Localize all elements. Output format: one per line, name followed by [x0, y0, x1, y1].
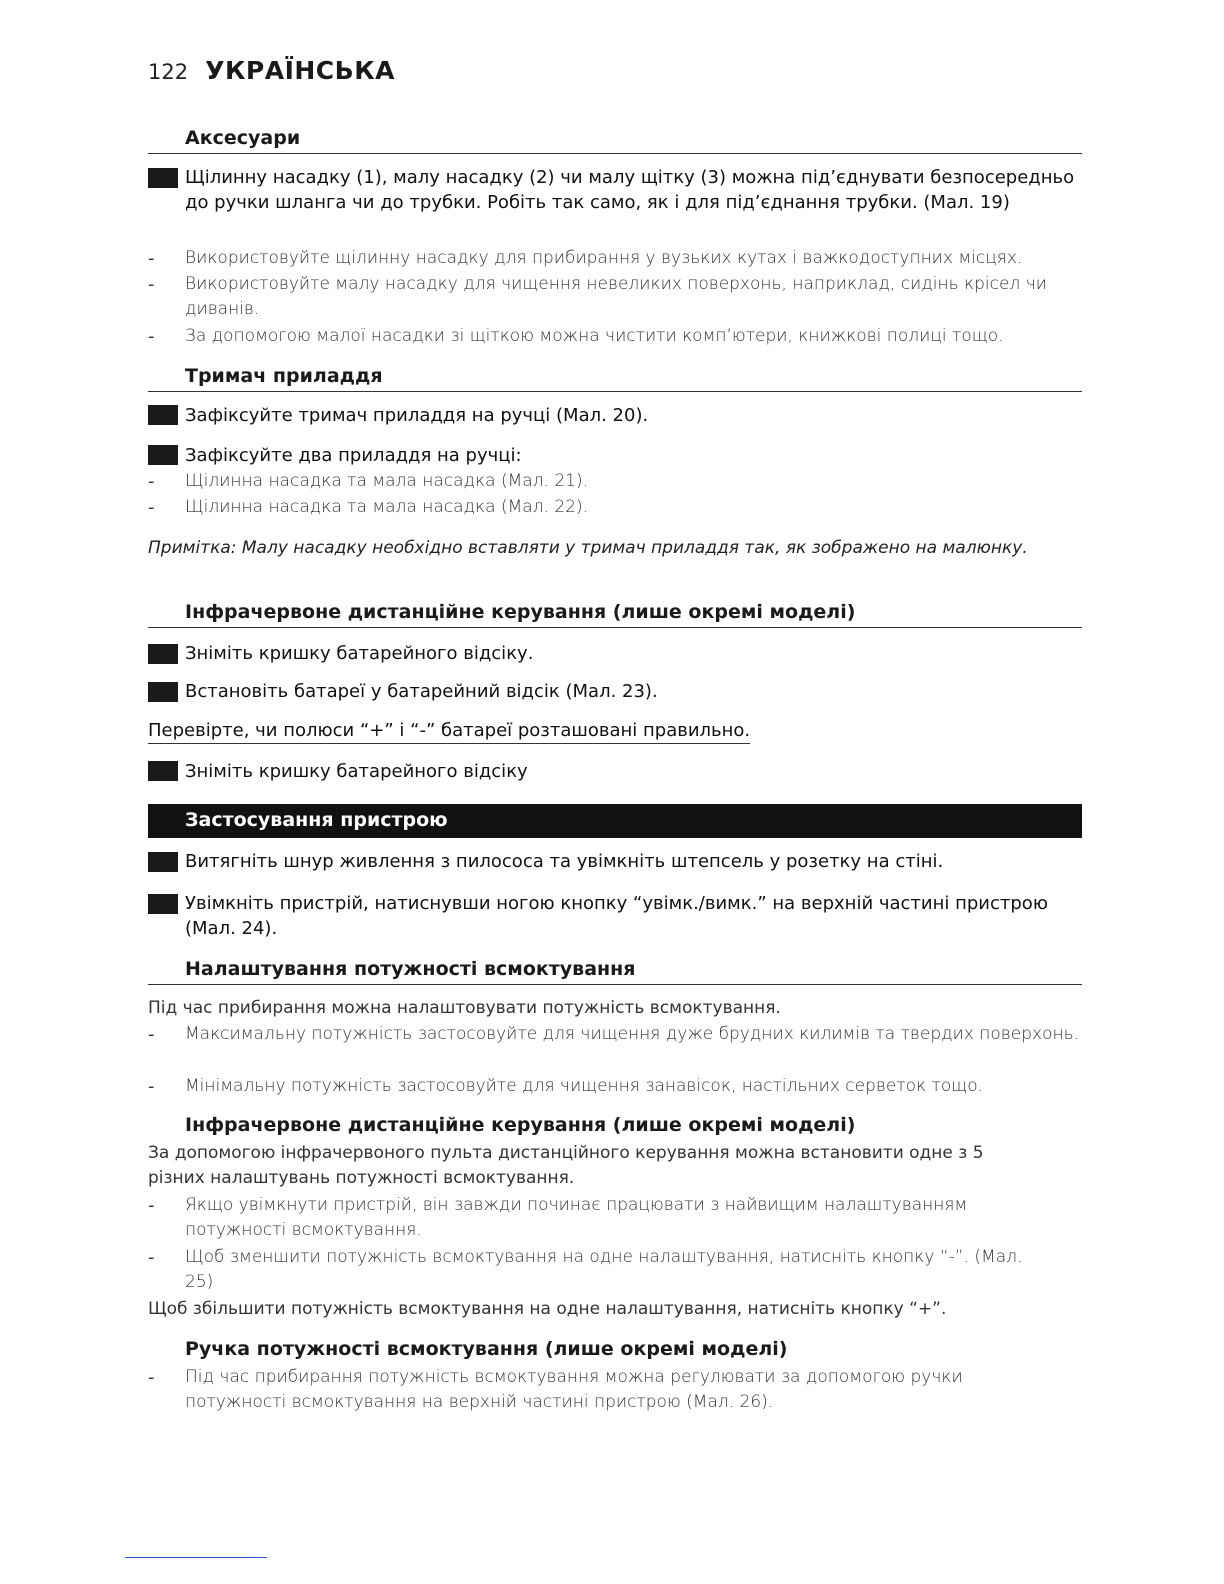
section-heading-accessories: Аксесуари: [148, 124, 1082, 154]
subheading-suction-knob: Ручка потужності всмоктування (лише окремі моделі): [185, 1338, 788, 1360]
knob-bullet-1: Під час прибирання потужність всмоктування можна регулювати за допомогою ручки потужності всмоктування на верхній частині пристрою (Мал. 26).: [185, 1367, 963, 1412]
remote-suction-bullet-1: Якщо увімкнути пристрій, він завжди починає працювати з найвищим налаштуванням потужності всмоктування.: [185, 1195, 968, 1240]
remote-suction-bullet-2: Щоб зменшити потужність всмоктування на одне налаштування, натисніть кнопку “-”. (Мал. 25): [185, 1247, 1023, 1292]
holder-bullet-2: Щілинна насадка та мала насадка (Мал. 22).: [185, 497, 589, 517]
step-marker: [148, 894, 178, 914]
step-marker: [148, 644, 178, 664]
accessories-bullet-1: Використовуйте щілинну насадку для прибирання у вузьких кутах і важкодоступних місцях.: [185, 248, 1023, 268]
step-marker: [148, 405, 178, 425]
step-marker: [148, 168, 178, 188]
accessories-bullet-2: Використовуйте малу насадку для чищення невеликих поверхонь, наприклад, сидінь крісел чи диванів.: [185, 274, 1047, 319]
holder-step-2: Зафіксуйте два приладдя на ручці:: [185, 445, 522, 466]
page-number: 122: [148, 60, 189, 84]
footer-rule: [125, 1557, 267, 1558]
battery-polarity-warning: Перевірте, чи полюси “+” і “-” батареї розташовані правильно.: [148, 720, 750, 744]
remote-step-1: Зніміть кришку батарейного відсіку.: [185, 643, 534, 664]
language-title: УКРАЇНСЬКА: [205, 56, 395, 85]
usage-step-1: Витягніть шнур живлення з пилососа та увімкніть штепсель у розетку на стіні.: [185, 851, 944, 872]
holder-note: Примітка: Малу насадку необхідно вставляти у тримач приладдя так, як зображено на малюнку.: [148, 538, 1028, 558]
usage-step-2: Увімкніть пристрій, натиснувши ногою кнопку “увімк./вимк.” на верхній частині пристрою (Мал. 24).: [185, 893, 1048, 939]
accessories-bullet-3: За допомогою малої насадки зі щіткою можна чистити комп’ютери, книжкові полиці тощо.: [185, 326, 1004, 346]
step-marker: [148, 761, 178, 781]
remote-step-3: Зніміть кришку батарейного відсіку: [185, 761, 528, 782]
suction-bullet-1: Максимальну потужність застосовуйте для чищення дуже брудних килимів та твердих поверхонь.: [185, 1024, 1080, 1044]
suction-bullet-2: Мінімальну потужність застосовуйте для чищення занавісок, настільних серветок тощо.: [185, 1076, 984, 1096]
remote-suction-intro: За допомогою інфрачервоного пульта дистанційного керування можна встановити одне з 5 різних налаштувань потужності всмоктування.: [148, 1143, 984, 1188]
remote-step-2: Встановіть батареї у батарейний відсік (Мал. 23).: [185, 681, 658, 702]
section-bar-usage: Застосування пристрою: [148, 804, 1082, 838]
step-marker: [148, 852, 178, 872]
section-heading-suction: Налаштування потужності всмоктування: [148, 955, 1082, 985]
remote-suction-outro: Щоб збільшити потужність всмоктування на одне налаштування, натисніть кнопку “+”.: [148, 1299, 947, 1319]
suction-intro: Під час прибирання можна налаштовувати потужність всмоктування.: [148, 998, 781, 1018]
section-heading-holder: Тримач приладдя: [148, 362, 1082, 392]
holder-bullet-1: Щілинна насадка та мала насадка (Мал. 21).: [185, 471, 589, 491]
step-marker: [148, 445, 178, 465]
subheading-remote-suction: Інфрачервоне дистанційне керування (лише окремі моделі): [185, 1114, 856, 1136]
section-heading-remote: Інфрачервоне дистанційне керування (лише окремі моделі): [148, 598, 1082, 628]
step-marker: [148, 682, 178, 702]
holder-step-1: Зафіксуйте тримач приладдя на ручці (Мал. 20).: [185, 405, 649, 426]
page-header: [148, 56, 395, 85]
accessories-step-1: Щілинну насадку (1), малу насадку (2) чи малу щітку (3) можна під’єднувати безпосередньо до ручки шланга чи до трубки. Робіть так само, як і для під’єднання трубки. (Мал. 19): [185, 167, 1075, 213]
